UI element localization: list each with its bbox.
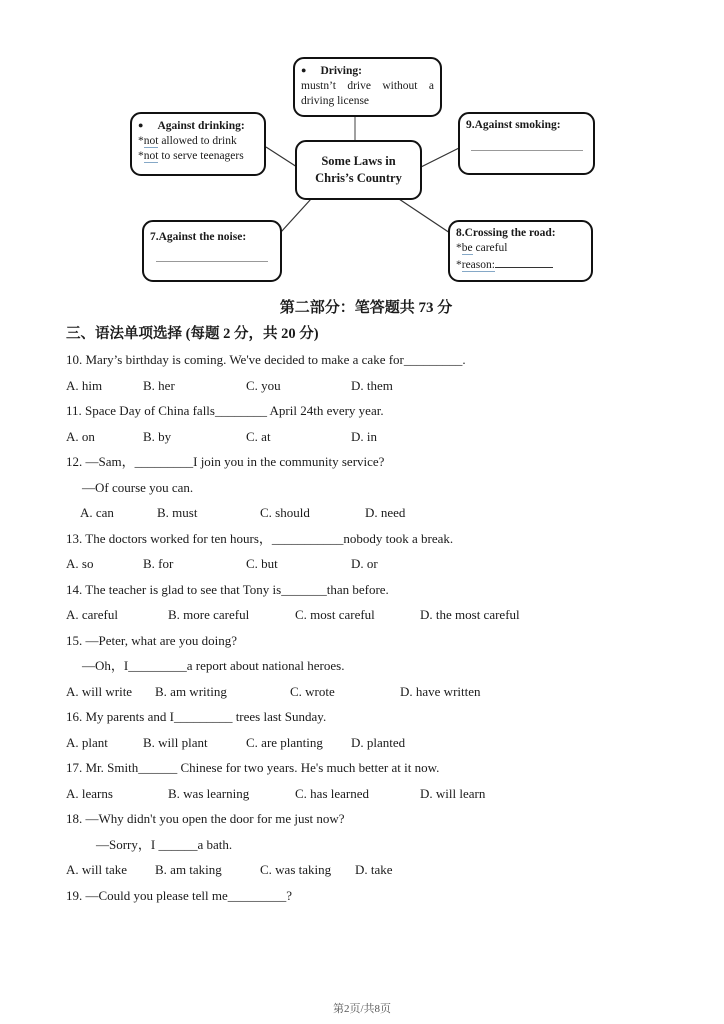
connector-line [399,199,450,233]
driving-box [293,57,442,117]
question-stem-11: 11. Space Day of China falls________ April 24th every year. [66,403,384,418]
asterisk: * [456,242,462,254]
question-stem-16: 16. My parents and I_________ trees last Sunday. [66,709,327,724]
option-d: D. will learn [420,785,486,801]
underlined-word: not [143,135,159,147]
question-options-18 [66,857,666,883]
question-stem-10: 10. Mary’s birthday is coming. We've decided to make a cake for_________. [66,352,466,367]
question-options-13 [66,551,666,577]
answer-blank-9 [471,150,583,151]
question-reply-18: —Sorry，I ______a bath. [96,836,233,852]
option-b: B. must [157,505,198,520]
option-d: D. or [351,556,378,571]
smoking-box-label: 9.Against smoking: [466,119,561,131]
underlined-word: reason: [461,259,495,271]
underlined-word: be [461,242,473,254]
option-a: A. plant [66,734,108,750]
question-stem-13: 13. The doctors worked for ten hours，___________nobody took a break. [66,530,454,546]
center-topic-line2: Chris’s Country [315,171,402,185]
asterisk: * [138,135,144,147]
question-stem-14: 14. The teacher is glad to see that Tony is_______than before. [66,581,389,597]
against-drinking-box [130,112,266,176]
drinking-box-label: Against drinking: [157,120,245,132]
option-c: C. has learned [295,785,370,801]
option-a: A. can [80,505,114,520]
underlined-word: not [143,150,159,162]
option-d: D. take [355,862,393,877]
rule-text: to serve teenagers [158,150,244,162]
center-topic-line1: Some Laws in [321,154,396,168]
asterisk: * [456,259,462,271]
option-a: A. learns [66,785,113,801]
driving-box-title [301,63,434,79]
question-options-14 [66,602,666,628]
rule-text: careful [472,242,508,254]
option-d: D. in [351,428,377,444]
option-a: A. will write [66,683,133,699]
drinking-rule-1 [138,134,258,149]
question-reply-15: —Oh，I_________a report about national heroes. [82,658,345,673]
option-b: B. for [143,556,174,571]
part-title: 三、语法单项选择 (每题 2 分，共 20 分) [66,325,319,342]
option-c: C. but [246,556,278,571]
bullet-icon: ● [138,120,144,130]
crossing-box-label: 8.Crossing the road: [456,227,556,239]
option-a: A. will take [66,862,128,877]
question-options-12 [66,500,666,526]
drinking-rule-2 [138,149,258,164]
option-d: D. need [365,505,406,520]
section-header: 第二部分：笔答题共 73 分 [279,300,453,316]
question-section [66,296,666,908]
driving-box-label: Driving: [320,65,362,77]
option-b: B. will plant [143,734,208,750]
option-d: D. have written [400,683,481,699]
drinking-box-title [138,118,258,134]
option-c: C. you [246,377,281,393]
option-b: B. her [143,377,175,393]
bullet-icon: ● [301,65,307,75]
question-options-17 [66,781,666,807]
question-stem-15: 15. —Peter, what are you doing? [66,632,237,648]
option-c: C. most careful [295,607,375,622]
connector-line [421,148,459,167]
against-noise-box [142,220,282,282]
option-b: B. am taking [155,862,222,877]
laws-mind-map [0,0,724,300]
option-a: A. him [66,377,103,393]
question-stem-18: 18. —Why didn't you open the door for me just now? [66,811,345,826]
option-b: B. am writing [155,683,227,699]
page-number: 第2页/共8页 [332,1003,392,1015]
connector-line [281,199,311,232]
option-c: C. should [260,505,310,520]
answer-blank-8 [495,256,553,268]
option-b: B. more careful [168,607,250,622]
noise-box-label: 7.Against the noise: [150,231,247,243]
question-stem-17: 17. Mr. Smith______ Chinese for two years. He's much better at it now. [66,760,440,775]
against-smoking-box [458,112,595,175]
question-options-15 [66,679,666,705]
question-stem-12: 12. —Sam，_________I join you in the community service? [66,454,385,469]
option-c: C. wrote [290,683,335,699]
connector-line [266,147,297,167]
crossing-rule-1 [456,241,585,256]
crossing-rule-2 [456,256,585,273]
center-topic-box [295,140,422,200]
option-c: C. was taking [260,862,332,877]
option-c: C. at [246,428,271,444]
question-options-10 [66,373,666,399]
question-stem-19: 19. —Could you please tell me_________? [66,887,293,903]
answer-blank-7 [156,261,268,262]
option-a: A. careful [66,607,118,622]
crossing-road-box [448,220,593,282]
option-b: B. by [143,428,172,444]
question-options-16 [66,730,666,756]
option-d: D. planted [351,734,406,750]
option-d: D. them [351,377,393,393]
driving-box-body: mustn’t drive without a driving license [301,80,434,107]
option-a: A. on [66,428,95,444]
option-a: A. so [66,556,94,571]
option-c: C. are planting [246,734,323,750]
option-d: D. the most careful [420,607,520,622]
question-reply-12: —Of course you can. [82,479,194,495]
question-options-11 [66,424,666,450]
option-b: B. was learning [168,785,250,801]
rule-text: allowed to drink [158,135,237,147]
asterisk: * [138,150,144,162]
